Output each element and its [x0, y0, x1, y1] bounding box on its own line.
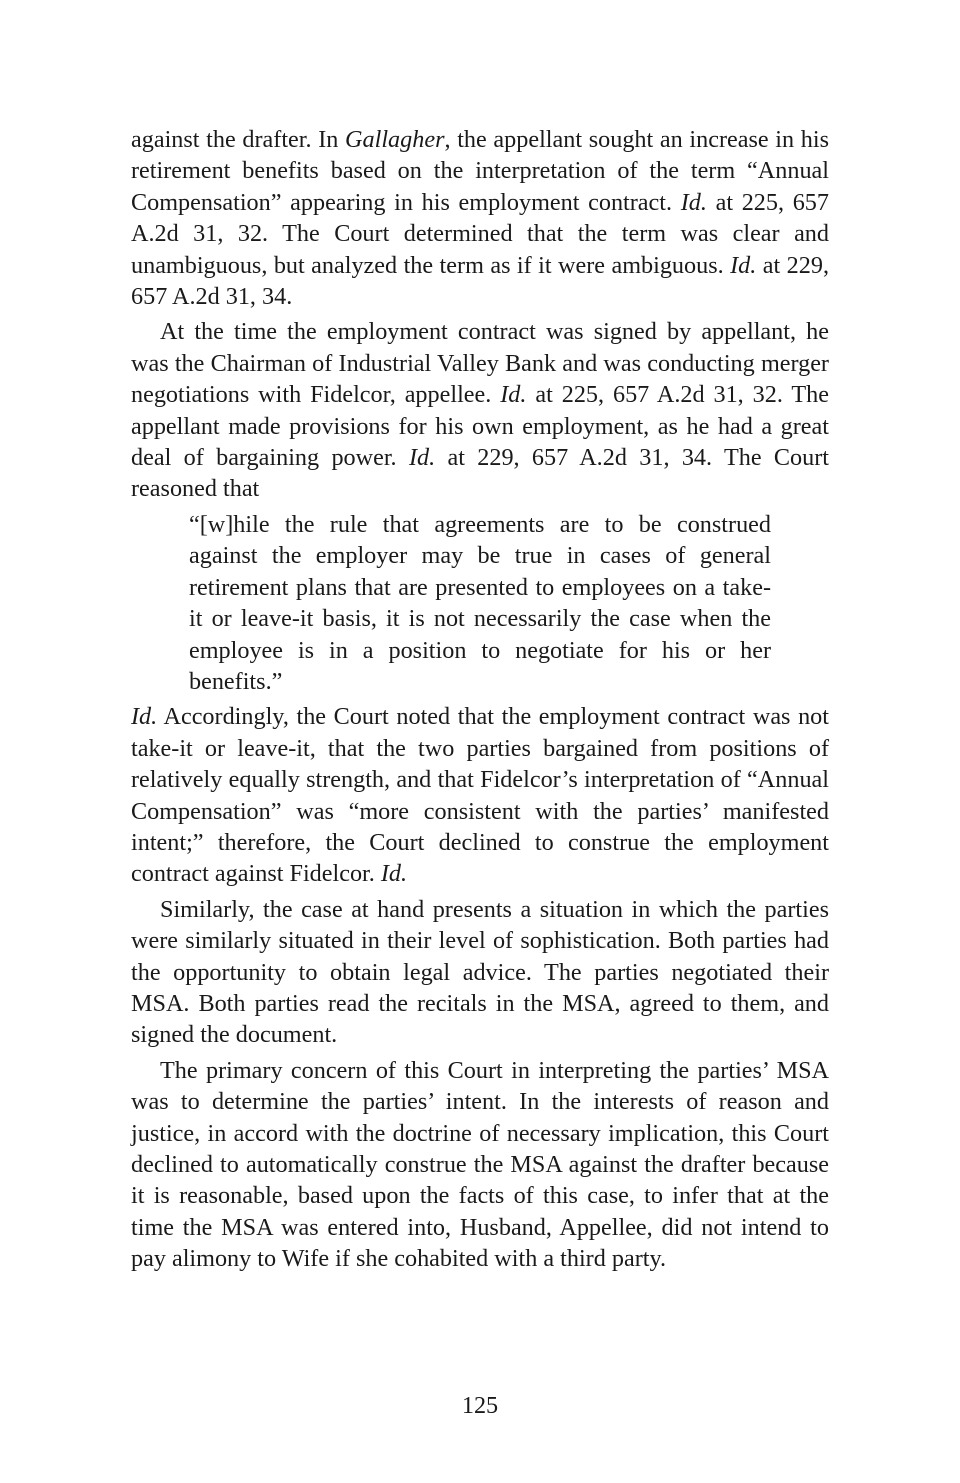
paragraph-primary-concern: The primary concern of this Court in interpreting the parties’ MSA was to determine the parties’ intent. In the interests of reason and justice, in accord with the doctrine of necessary implication, this Court declined to automatically construe the MSA against the drafter because it is reasonable, based upon the facts of this case, to infer that at the time the MSA was entered into, Husband, Appellee, did not intend to pay alimony to Wife if she cohabited with a third party. [131, 1056, 829, 1273]
paragraph-court-conclusion: Id. Accordingly, the Court noted that the employment contract was not take-it or leave-it, that the two parties bargained from positions of relatively equally strength, and that Fidelcor’s interpretation of “Annual Compensation” was “more consistent with the parties’ manifested intent;” therefore, the Court declined to construe the employment contract against Fidelcor. Id. [131, 703, 829, 888]
page-number: 125 [461, 1392, 499, 1419]
page-body [131, 124, 829, 1279]
paragraph-employment-contract: At the time the employment contract was signed by appellant, he was the Chairman of Industrial Valley Bank and was conducting merger negotiations with Fidelcor, appellee. Id. at 225, 657 A.2d 31, 32. The appellant made provisions for his own employment, as he had a great deal of bargaining power. Id. at 229, 657 A.2d 31, 34. The Court reasoned that [131, 318, 829, 503]
paragraph-gallagher-summary: against the drafter. In Gallagher, the appellant sought an increase in his retirement benefits based on the interpretation of the term “Annual Compensation” appearing in his employment contract. Id. at 225, 657 A.2d 31, 32. The Court determined that the term was clear and unambiguous, but analyzed the term as if it were ambiguous. Id. at 229, 657 A.2d 31, 34. [131, 126, 829, 311]
paragraph-case-at-hand: Similarly, the case at hand presents a situation in which the parties were similarly situated in their level of sophistication. Both parties had the opportunity to obtain legal advice. The parties negotiated their MSA. Both parties read the recitals in the MSA, agreed to them, and signed the document. [131, 895, 829, 1049]
block-quote: “[w]hile the rule that agreements are to be construed against the employer may be true in cases of general retirement plans that are presented to employees on a take-it or leave-it basis, it is not necessarily the case when the employee is in a position to negotiate for his or her benefits.” [189, 510, 771, 695]
